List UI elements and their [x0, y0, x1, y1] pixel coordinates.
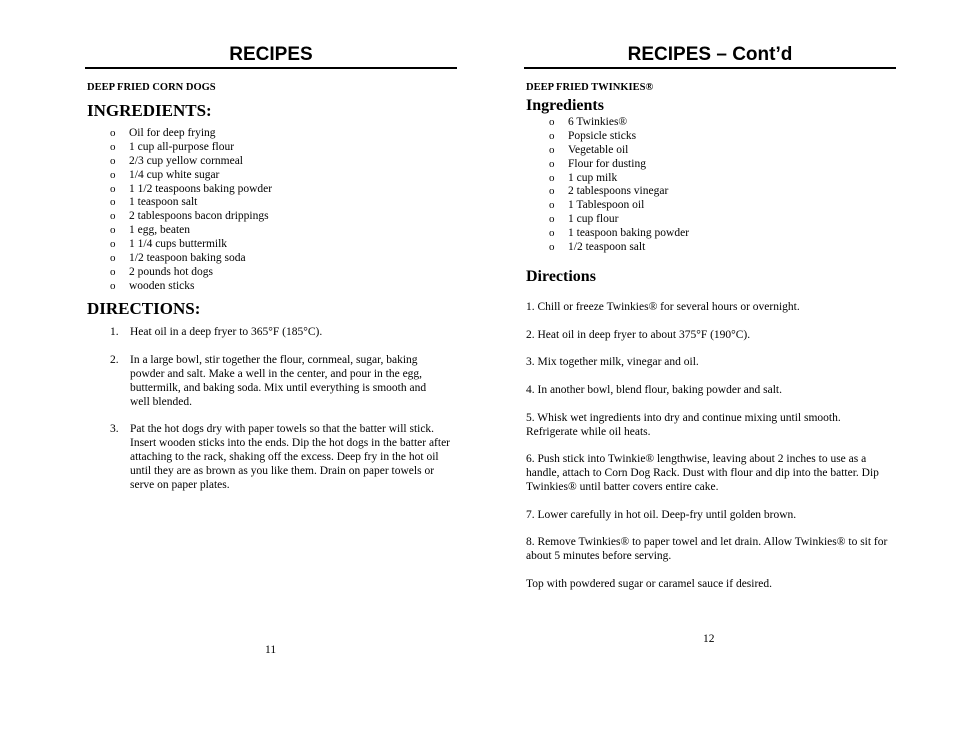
list-item: [549, 172, 889, 186]
ingredient-text: 1 1/4 cups buttermilk: [129, 238, 228, 251]
ingredients-heading: Ingredients: [526, 97, 604, 114]
step-text: Pat the hot dogs dry with paper towels so that the batter will stick. Insert wooden sticks into the ends. Dip the hot dogs in the batter after attaching to the rack, shaking off the excess. Deep fry in the hot oil until they are as brown as you like them. Drain on paper towels or serve on paper plates.: [130, 423, 451, 491]
bullet-icon: o: [110, 168, 116, 181]
bullet-icon: o: [110, 265, 116, 278]
list-item: [549, 130, 889, 144]
bullet-icon: o: [110, 140, 116, 153]
bullet-icon: o: [549, 241, 555, 254]
step-text: Heat oil in a deep fryer to 365°F (185°C).: [130, 326, 323, 338]
recipe-name: DEEP FRIED TWINKIES®: [526, 82, 654, 93]
bullet-icon: o: [110, 182, 116, 195]
list-item: [110, 155, 450, 169]
bullet-icon: o: [549, 227, 555, 240]
page-title: RECIPES: [229, 44, 313, 65]
direction-step: 2. Heat oil in deep fryer to about 375°F (190°C).: [526, 329, 751, 341]
list-item: [110, 266, 450, 280]
direction-step: 1. Chill or freeze Twinkies® for several hours or overnight.: [526, 301, 800, 313]
ingredients-list: [549, 116, 889, 255]
bullet-icon: o: [549, 171, 555, 184]
list-item: [110, 280, 450, 294]
direction-step: 7. Lower carefully in hot oil. Deep-fry until golden brown.: [526, 509, 797, 521]
direction-step: 8. Remove Twinkies® to paper towel and let drain. Allow Twinkies® to sit for about 5 minutes before serving.: [526, 536, 888, 562]
title-rule: [524, 67, 896, 69]
ingredient-text: 1/2 teaspoon salt: [568, 241, 646, 254]
ingredient-text: Oil for deep frying: [129, 127, 216, 139]
list-item: [110, 127, 450, 141]
bullet-icon: o: [110, 238, 116, 251]
bullet-icon: o: [549, 213, 555, 226]
direction-step: 5. Whisk wet ingredients into dry and continue mixing until smooth. Refrigerate while oil heats.: [526, 412, 841, 438]
ingredient-text: 1 cup all-purpose flour: [129, 140, 235, 153]
ingredient-text: Popsicle sticks: [568, 129, 637, 142]
bullet-icon: o: [110, 127, 116, 139]
ingredient-text: 1 cup flour: [568, 213, 619, 226]
ingredient-text: 1 Tablespoon oil: [568, 199, 645, 212]
bullet-icon: o: [110, 252, 116, 265]
bullet-icon: o: [549, 143, 555, 156]
bullet-icon: o: [110, 279, 116, 292]
ingredient-text: 1 egg, beaten: [129, 224, 190, 237]
right-page: [477, 0, 954, 738]
page-number: 12: [703, 633, 715, 645]
ingredient-text: 6 Twinkies®: [568, 116, 628, 128]
direction-step: 3. Mix together milk, vinegar and oil.: [526, 356, 699, 368]
list-item: [549, 241, 889, 255]
list-item: [549, 213, 889, 227]
ingredient-text: 1 1/2 teaspoons baking powder: [129, 182, 273, 195]
bullet-icon: o: [549, 185, 555, 198]
ingredient-text: Vegetable oil: [568, 143, 629, 156]
bullet-icon: o: [549, 129, 555, 142]
step-number: 3.: [110, 423, 119, 435]
list-item: [549, 199, 889, 213]
title-rule: [85, 67, 457, 69]
list-item: [110, 252, 450, 266]
bullet-icon: o: [110, 154, 116, 167]
direction-step: 4. In another bowl, blend flour, baking powder and salt.: [526, 384, 782, 396]
direction-step: 6. Push stick into Twinkie® lengthwise, leaving about 2 inches to use as a handle, attach to Corn Dog Rack. Dust with flour and dip into the batter. Dip Twinkies® until batter covers entire cake.: [526, 453, 879, 493]
list-item: [549, 185, 889, 199]
list-item: [110, 224, 450, 238]
ingredient-text: 1 cup milk: [568, 171, 618, 184]
list-item: [549, 158, 889, 172]
list-item: [549, 116, 889, 130]
list-item: [110, 238, 450, 252]
directions-heading: DIRECTIONS:: [87, 299, 201, 318]
ingredients-list: [110, 127, 450, 294]
list-item: [549, 227, 889, 241]
ingredient-text: wooden sticks: [129, 279, 195, 292]
list-item: [110, 183, 450, 197]
bullet-icon: o: [549, 157, 555, 170]
list-item: [110, 196, 450, 210]
step-text: In a large bowl, stir together the flour, cornmeal, sugar, baking powder and salt. Make a well in the center, and pour in the egg, buttermilk, and baking soda. Mix until everything is smooth and well blended.: [130, 354, 427, 408]
step-number: 1.: [110, 326, 119, 338]
step-number: 2.: [110, 354, 119, 366]
list-item: [549, 144, 889, 158]
bullet-icon: o: [110, 210, 116, 223]
ingredient-text: Flour for dusting: [568, 157, 646, 170]
ingredient-text: 1/2 teaspoon baking soda: [129, 252, 246, 265]
ingredient-text: 2 tablespoons vinegar: [568, 185, 669, 198]
ingredient-text: 1 teaspoon baking powder: [568, 227, 690, 240]
page-title: RECIPES – Cont’d: [627, 44, 793, 65]
list-item: [110, 169, 450, 183]
list-item: [110, 141, 450, 155]
ingredient-text: 2/3 cup yellow cornmeal: [129, 154, 244, 167]
ingredient-text: 2 tablespoons bacon drippings: [129, 210, 269, 223]
direction-step: Top with powdered sugar or caramel sauce if desired.: [526, 578, 773, 590]
recipe-name: DEEP FRIED CORN DOGS: [87, 82, 216, 93]
ingredients-heading: INGREDIENTS:: [87, 101, 212, 120]
bullet-icon: o: [110, 224, 116, 237]
ingredient-text: 2 pounds hot dogs: [129, 265, 214, 278]
list-item: [110, 210, 450, 224]
ingredient-text: 1/4 cup white sugar: [129, 168, 220, 181]
directions-heading: Directions: [526, 268, 596, 285]
bullet-icon: o: [549, 116, 555, 128]
bullet-icon: o: [549, 199, 555, 212]
ingredient-text: 1 teaspoon salt: [129, 196, 198, 209]
bullet-icon: o: [110, 196, 116, 209]
page-number: 11: [265, 644, 277, 656]
